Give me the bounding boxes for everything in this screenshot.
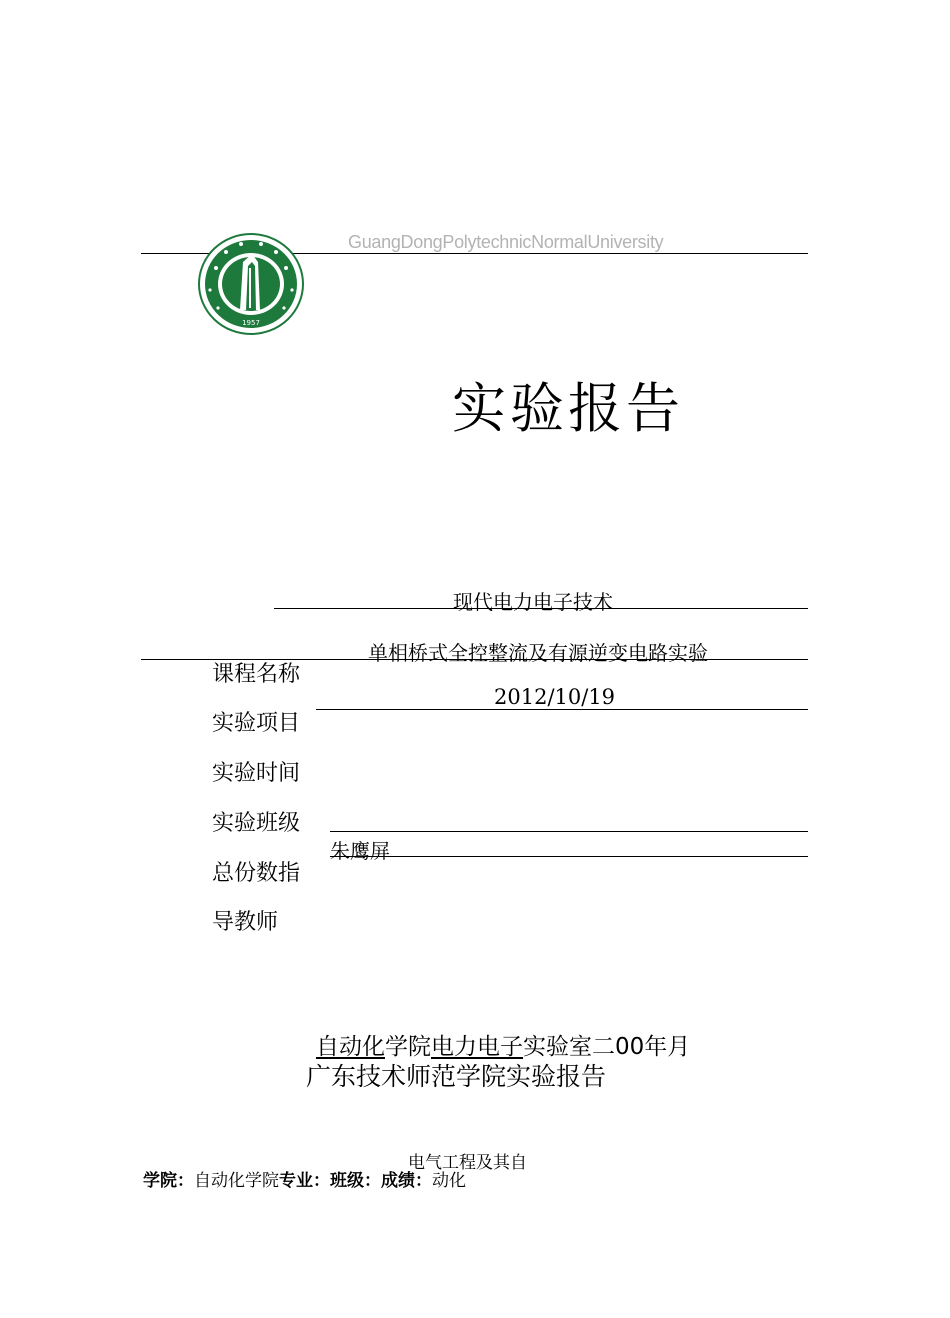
college-value: 自动化学院	[194, 1171, 279, 1191]
course-name-rule	[274, 608, 808, 609]
date-rule	[316, 709, 808, 710]
footer-college-suffix: 学院	[385, 1034, 431, 1060]
major-value-line1: 电气工程及其自	[408, 1153, 527, 1173]
footer-report-title: 广东技术师范学院实验报告	[306, 1062, 607, 1091]
date-value: 2012/10/19	[494, 685, 616, 709]
bottom-info-line	[143, 1166, 466, 1191]
class-label: 班级：	[330, 1171, 381, 1191]
major-label: 专业：	[279, 1171, 330, 1191]
course-name-value: 现代电力电子技术	[453, 590, 613, 614]
college-label: 学院：	[143, 1171, 194, 1191]
score-label: 成绩：	[381, 1171, 432, 1191]
university-logo	[196, 232, 306, 336]
svg-text:1957: 1957	[242, 319, 260, 327]
label-time: 实验时间	[212, 761, 301, 786]
report-title: 实验报告	[452, 377, 684, 440]
class-rule	[330, 831, 808, 832]
label-total-copies: 总份数指	[212, 861, 301, 886]
major-value-line2: 动化	[432, 1171, 466, 1191]
footer-lab: 电力电子	[431, 1034, 523, 1060]
label-teacher: 导教师	[212, 910, 279, 935]
label-project: 实验项目	[212, 711, 301, 736]
footer-college: 自动化	[316, 1034, 385, 1060]
footer-lab-date: 实验室二00年月	[523, 1034, 691, 1060]
label-course-name: 课程名称	[212, 662, 301, 687]
teacher-rule	[330, 856, 808, 857]
label-class: 实验班级	[212, 811, 301, 836]
teacher-value: 朱鹰屏	[330, 839, 390, 863]
university-name-en: GuangDongPolytechnicNormalUniversity	[348, 232, 664, 252]
project-value: 单相桥式全控整流及有源逆变电路实验	[368, 641, 708, 665]
